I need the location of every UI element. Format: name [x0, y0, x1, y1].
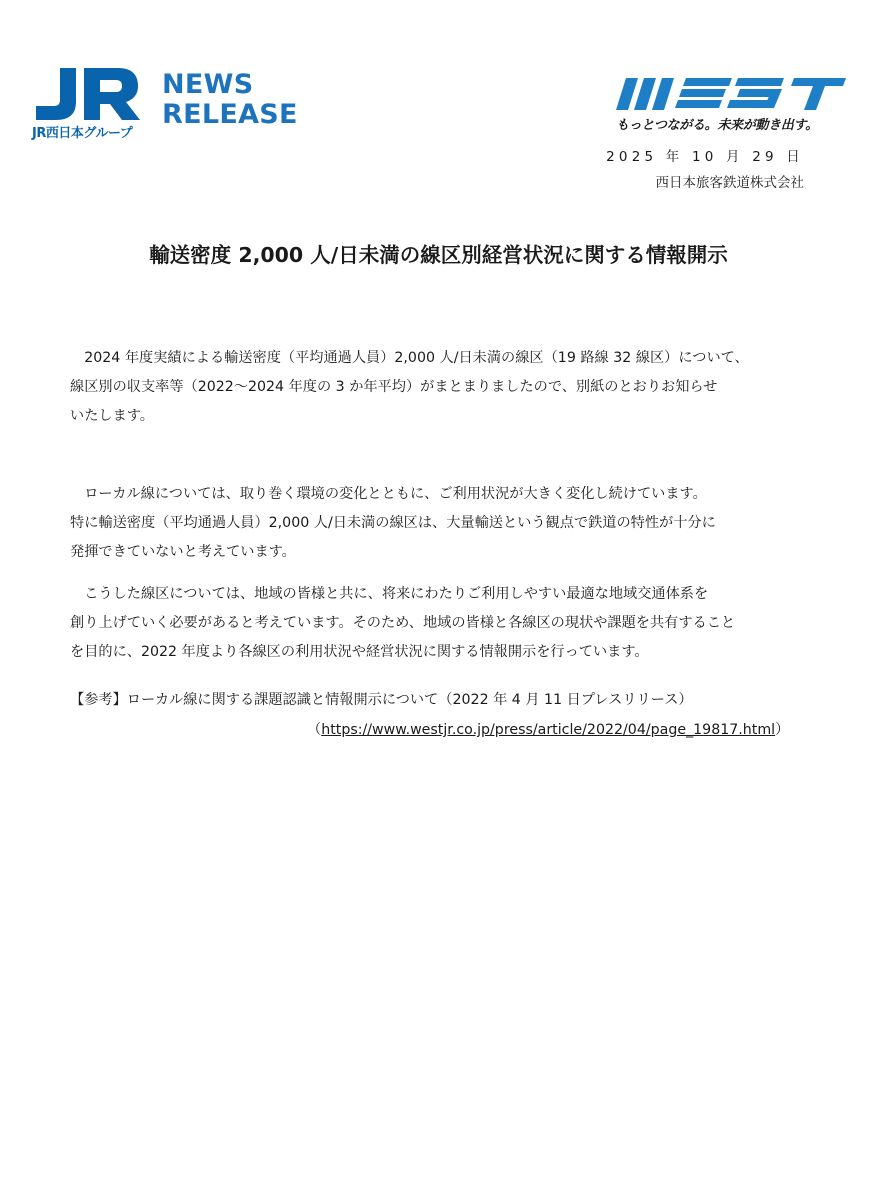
- paragraph-3-line-3: を目的に、2022 年度より各線区の利用状況や経営状況に関する情報開示を行っています。: [70, 644, 649, 660]
- paragraph-1-line-2: 線区別の収支率等（2022～2024 年度の 3 か年平均）がまとまりましたので、別紙のとおりお知らせ: [70, 379, 718, 395]
- paragraph-2-line-2: 特に輸送密度（平均通過人員）2,000 人/日未満の線区は、大量輸送という観点で鉄道の特性が十分に: [70, 515, 716, 531]
- paragraph-3-line-2: 創り上げていく必要があると考えています。そのため、地域の皆様と各線区の現状や課題を共有すること: [70, 615, 736, 631]
- company-name: 西日本旅客鉄道株式会社: [655, 175, 804, 191]
- paragraph-1-line-1: 2024 年度実績による輸送密度（平均通過人員）2,000 人/日未満の線区（19 路線 32 線区）について、: [84, 350, 749, 366]
- reference-url-open-paren: （: [307, 722, 322, 738]
- jr-logo-mark: [32, 66, 142, 122]
- paragraph-2: [70, 480, 810, 567]
- news-release-line2: RELEASE: [162, 99, 298, 130]
- reference-url-close-paren: ）: [775, 722, 790, 738]
- news-release-line1: NEWS: [162, 69, 254, 100]
- paragraph-3: [70, 580, 810, 667]
- document-title: 輸送密度 2,000 人/日未満の線区別経営状況に関する情報開示: [149, 243, 728, 267]
- news-release-heading: [162, 70, 298, 130]
- paragraph-3-line-1: こうした線区については、地域の皆様と共に、将来にわたりご利用しやすい最適な地域交通体系を: [84, 586, 709, 602]
- reference-label: 【参考】ローカル線に関する課題認識と情報開示について（2022 年 4 月 11 日プレスリリース）: [70, 692, 693, 708]
- reference-url-line: [307, 719, 789, 739]
- paragraph-2-line-3: 発揮できていないと考えています。: [70, 544, 296, 560]
- reference-link[interactable]: https://www.westjr.co.jp/press/article/2022/04/page_19817.html: [321, 722, 776, 738]
- jr-west-logo: [32, 66, 142, 141]
- paragraph-1-line-3: いたします。: [70, 408, 154, 424]
- west-logo-mark: [614, 76, 846, 112]
- paragraph-1: [70, 344, 810, 431]
- paragraph-2-line-1: ローカル線については、取り巻く環境の変化とともに、ご利用状況が大きく変化し続けています。: [84, 486, 707, 502]
- west-tagline: もっとつながる。未来が動き出す。: [616, 118, 818, 133]
- jr-group-text: JR西日本グループ: [32, 126, 133, 141]
- west-logo: [614, 76, 846, 134]
- release-date: 2025 年 10 月 29 日: [606, 149, 804, 165]
